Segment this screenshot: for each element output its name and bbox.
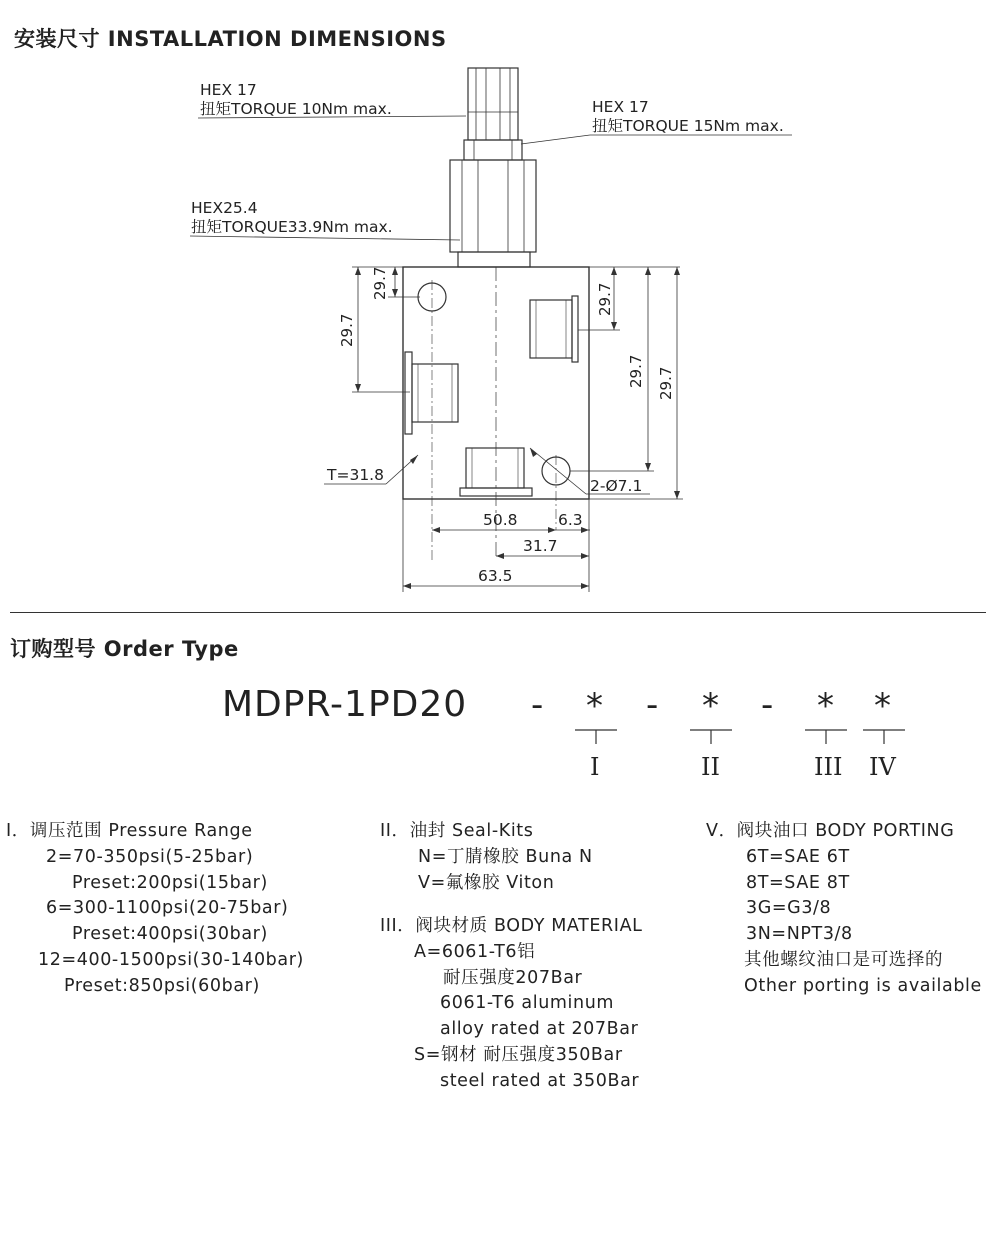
section-divider	[10, 612, 986, 613]
lock-nut	[464, 140, 522, 160]
seal-kits-section	[380, 819, 593, 896]
mid-torque-label: 扭矩TORQUE33.9Nm max.	[191, 218, 393, 236]
port-bottom	[466, 448, 524, 488]
top-hex-label: HEX 17	[200, 81, 257, 99]
installation-title: 安装尺寸 INSTALLATION DIMENSIONS	[14, 27, 447, 51]
pressure-range-heading: I．调压范围 Pressure Range	[6, 821, 253, 841]
body-porting-heading: V．阀块油口 BODY PORTING	[706, 821, 955, 841]
cartridge-hex-body	[450, 160, 536, 252]
dim-right-mid: 29.7	[627, 354, 645, 388]
material-detail: alloy rated at 207Bar	[440, 1019, 639, 1040]
porting-option: 3G=G3/8	[746, 898, 832, 919]
material-option: S=钢材 耐压强度350Bar	[414, 1044, 623, 1065]
dim-50-8: 50.8	[483, 511, 518, 529]
body-material-section	[380, 914, 643, 1095]
roman-4: IV	[869, 753, 896, 781]
material-option: A=6061-T6铝	[414, 941, 536, 962]
star-1: *	[586, 686, 603, 726]
porting-note: Other porting is available	[744, 975, 982, 996]
seal-kits-heading: II．油封 Seal-Kits	[380, 821, 534, 841]
material-detail: 耐压强度207Bar	[443, 967, 583, 988]
pressure-option: 2=70-350psi(5-25bar)	[46, 846, 254, 867]
pressure-preset: Preset:400psi(30bar)	[72, 924, 268, 945]
pressure-preset: Preset:200psi(15bar)	[72, 872, 268, 893]
dim-right-outer: 29.7	[657, 366, 675, 400]
star-4: *	[874, 686, 891, 726]
dim-right-top: 29.7	[596, 282, 614, 316]
dim-left-side: 29.7	[338, 313, 356, 347]
top-torque-label: 扭矩TORQUE 10Nm max.	[200, 100, 392, 118]
porting-option: 6T=SAE 6T	[746, 846, 850, 867]
pressure-range-section	[6, 819, 304, 1000]
dim-63-5: 63.5	[478, 567, 513, 585]
port-left	[412, 364, 458, 422]
dim-hole: 2-Ø7.1	[590, 477, 643, 495]
right-hex-label: HEX 17	[592, 98, 649, 116]
dim-left-top: 29.7	[371, 266, 389, 300]
material-detail: steel rated at 350Bar	[440, 1070, 640, 1091]
installation-drawing	[0, 0, 1000, 610]
dim-thickness: T=31.8	[327, 466, 384, 484]
porting-option: 3N=NPT3/8	[746, 924, 853, 945]
dash-2: -	[646, 685, 659, 725]
porting-option: 8T=SAE 8T	[746, 872, 850, 893]
body-porting-section	[706, 819, 982, 1000]
roman-1: I	[590, 753, 600, 781]
mid-hex-label: HEX25.4	[191, 199, 258, 217]
pressure-preset: Preset:850psi(60bar)	[64, 975, 260, 996]
dim-31-7: 31.7	[523, 537, 558, 555]
seal-option: N=丁腈橡胶 Buna N	[418, 846, 593, 867]
dash-1: -	[531, 685, 544, 725]
dim-6-3: 6.3	[558, 511, 583, 529]
pressure-option: 6=300-1100psi(20-75bar)	[46, 898, 289, 919]
body-material-heading: III．阀块材质 BODY MATERIAL	[380, 916, 643, 936]
model-code: MDPR-1PD20	[222, 684, 468, 725]
star-2: *	[702, 686, 719, 726]
code-brackets	[0, 720, 1000, 760]
seal-option: V=氟橡胶 Viton	[418, 872, 555, 893]
right-torque-label: 扭矩TORQUE 15Nm max.	[592, 117, 784, 135]
porting-note: 其他螺纹油口是可选择的	[744, 949, 944, 970]
roman-2: II	[701, 753, 720, 781]
material-detail: 6061-T6 aluminum	[440, 993, 615, 1014]
star-3: *	[817, 686, 834, 726]
pressure-option: 12=400-1500psi(30-140bar)	[38, 949, 304, 970]
roman-3: III	[814, 753, 843, 781]
order-title: 订购型号 Order Type	[10, 637, 239, 661]
top-hex-nut	[468, 68, 518, 140]
dash-3: -	[761, 685, 774, 725]
